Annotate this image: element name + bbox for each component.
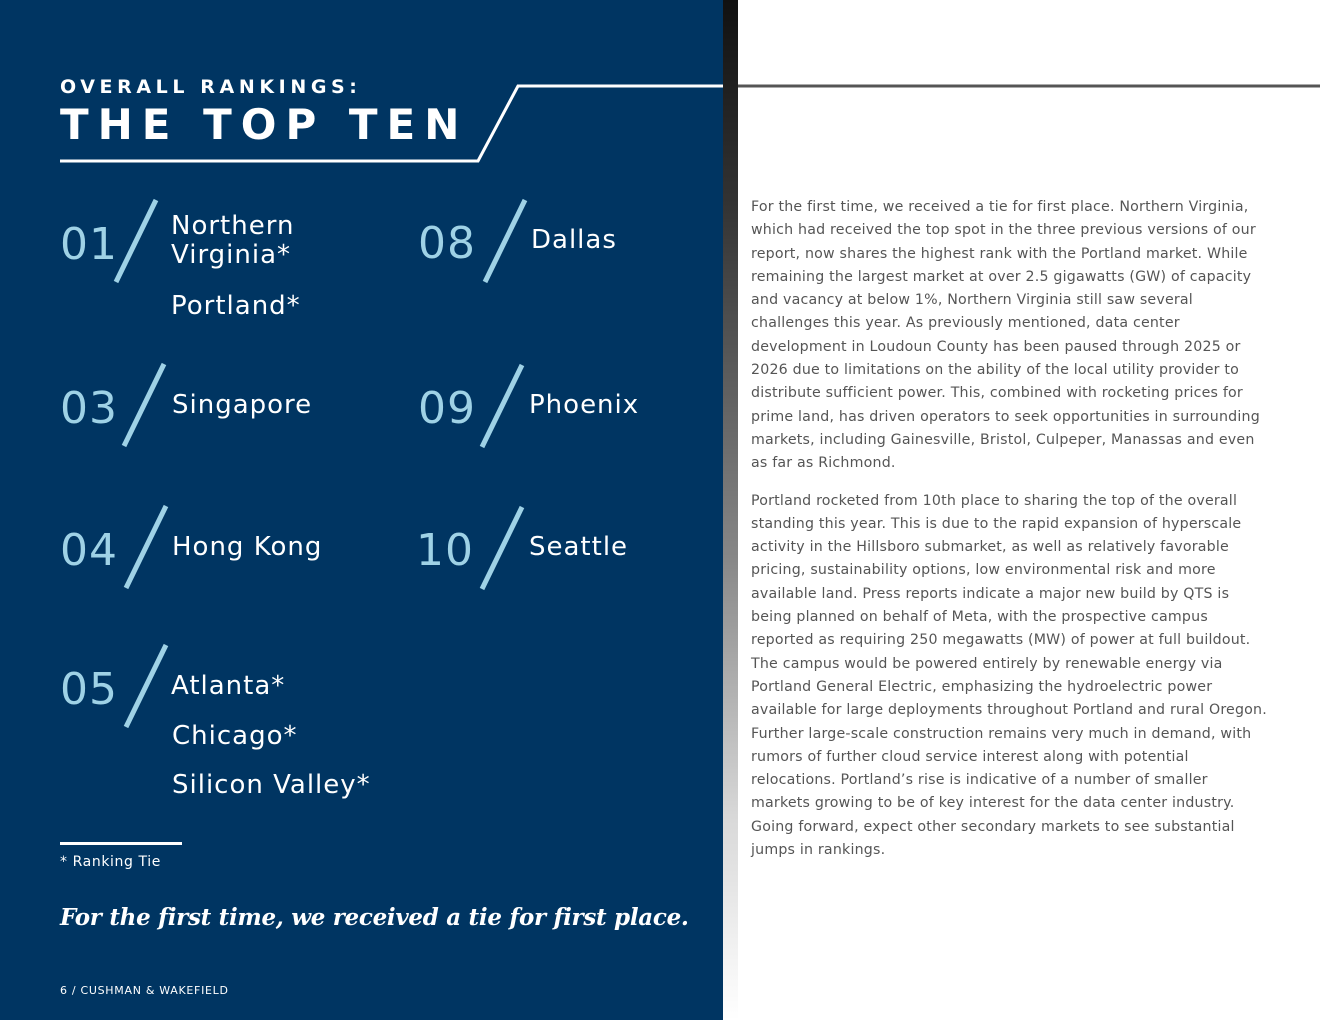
city-silicon-valley: Silicon Valley*: [172, 770, 371, 800]
city-portland: Portland*: [171, 291, 301, 321]
rank-number-01: 01: [60, 219, 118, 270]
footnote-rule: [60, 842, 182, 845]
rank-divider-slash: [477, 196, 537, 286]
section-kicker: OVERALL RANKINGS:: [60, 76, 362, 98]
city-dallas: Dallas: [531, 225, 617, 255]
rank-number-05: 05: [60, 664, 118, 715]
rank-number-08: 08: [418, 218, 476, 269]
rank-divider-slash: [120, 502, 180, 592]
city-atlanta: Atlanta*: [171, 671, 286, 701]
rank-divider-slash: [108, 196, 168, 286]
rank-divider-slash: [118, 641, 178, 731]
body-text-column: [751, 196, 1271, 876]
rank-divider-slash: [474, 503, 534, 593]
rank-number-09: 09: [418, 383, 476, 434]
rank-number-03: 03: [60, 383, 118, 434]
pull-quote: For the first time, we received a tie for first place.: [60, 904, 689, 931]
rank-number-10: 10: [416, 525, 474, 576]
city-seattle: Seattle: [529, 532, 629, 562]
city-northern: Northern: [171, 211, 295, 241]
rank-divider-slash: [474, 361, 534, 451]
page-title: THE TOP TEN: [60, 100, 469, 149]
city-chicago: Chicago*: [172, 721, 298, 751]
city-singapore: Singapore: [172, 390, 313, 420]
rank-number-04: 04: [60, 525, 118, 576]
city-hong-kong: Hong Kong: [172, 532, 323, 562]
city-phoenix: Phoenix: [529, 390, 640, 420]
city-virginia: Virginia*: [171, 240, 292, 270]
rank-divider-slash: [118, 360, 178, 450]
paragraph-northern-virginia: For the first time, we received a tie for first place. Northern Virginia, which had received the top spot in the three previous versions of our report, now shares the highest rank with the Portland market. While remaining the largest market at over 2.5 gigawatts (GW) of capacity and vacancy at below 1%, Northern Virginia still saw several challenges this year. As previously mentioned, data center development in Loudoun County has been paused through 2025 or 2026 due to limitations on the ability of the local utility provider to distribute sufficient power. This, combined with rocketing prices for prime land, has driven operators to seek opportunities in surrounding markets, including Gainesville, Bristol, Culpeper, Manassas and even as far as Richmond.: [751, 199, 1260, 472]
page-footer: 6 / CUSHMAN & WAKEFIELD: [60, 984, 229, 997]
footnote-ranking-tie: * Ranking Tie: [60, 854, 161, 870]
paragraph-portland: Portland rocketed from 10th place to sharing the top of the overall standing this year. This is due to the rapid expansion of hyperscale activity in the Hillsboro submarket, as well as relatively favorable pricing, sustainability options, low environmental risk and more available land. Press reports indicate a major new build by QTS is being planned on behalf of Meta, with the prospective campus reported as requiring 250 megawatts (MW) of power at full buildout. The campus would be powered entirely by renewable energy via Portland General Electric, emphasizing the hydroelectric power available for large deployments throughout Portland and rural Oregon. Further large-scale construction remains very much in demand, with rumors of further cloud service interest along with potential relocations. Portland’s rise is indicative of a number of smaller markets growing to be of key interest for the data center industry. Going forward, expect other secondary markets to see substantial jumps in rankings.: [751, 492, 1267, 859]
